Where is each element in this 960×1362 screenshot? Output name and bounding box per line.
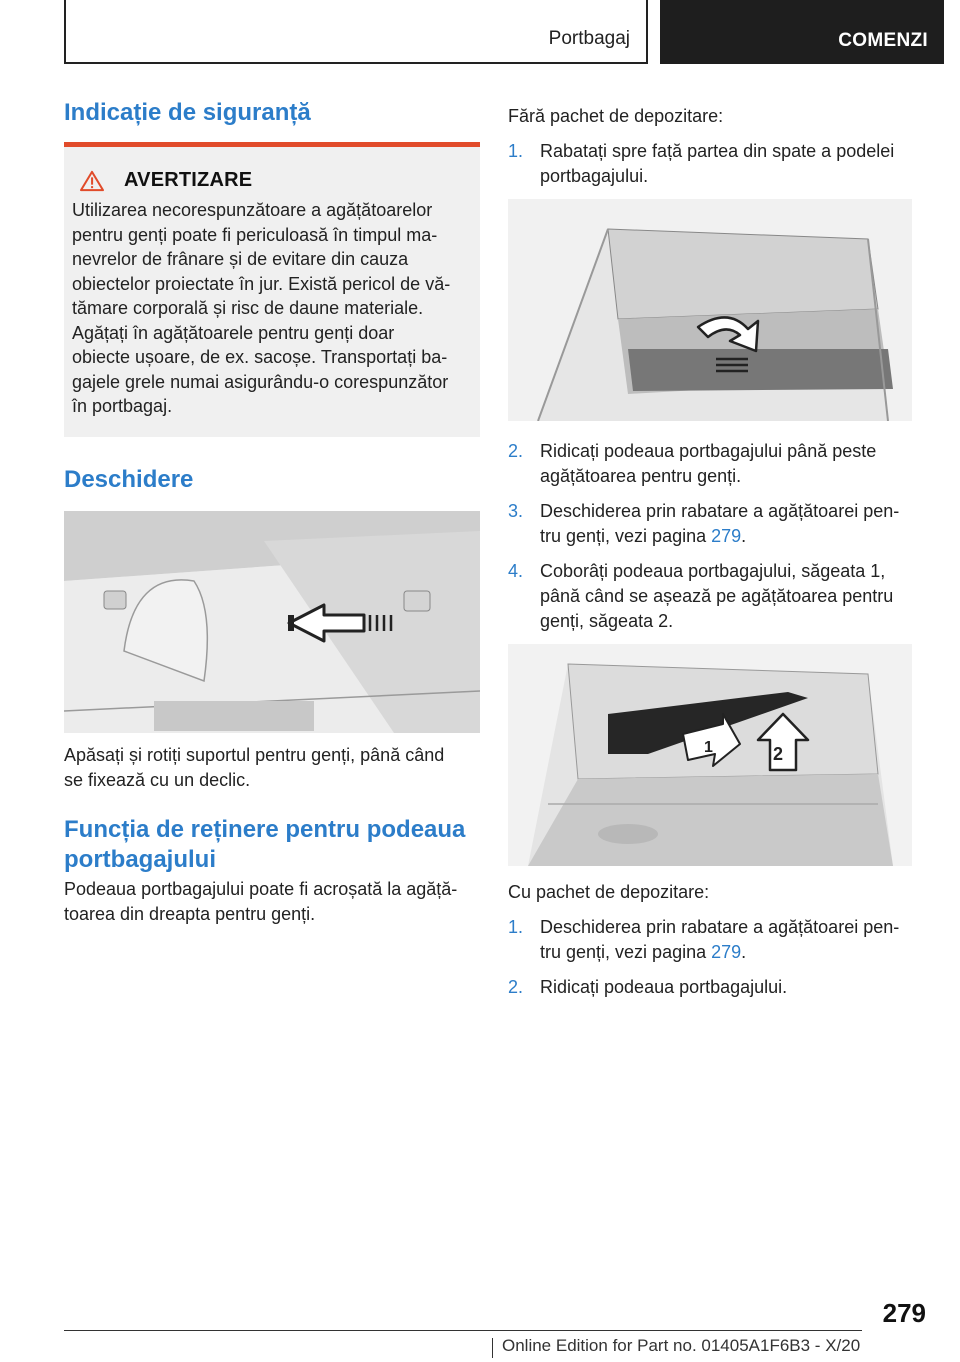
step-text: genți, săgeata 2.: [540, 611, 674, 631]
step-text: până când se așează pe agățătoarea pentru: [540, 586, 894, 606]
step-text: Ridicați podeaua portbagajului până peste: [540, 441, 877, 461]
warning-line: în portbagaj.: [72, 396, 173, 416]
warning-line: nevrelor de frânare și de evitare din cauza: [72, 249, 409, 269]
step-text: agățătoarea pentru genți.: [540, 466, 742, 486]
header-chapter-box: [660, 0, 944, 64]
step-item: [508, 915, 912, 965]
arrow-2-label: 2: [773, 744, 784, 764]
chapter-title: COMENZI: [838, 30, 928, 51]
step-number: 1.: [508, 141, 524, 161]
right-column: [508, 104, 912, 1010]
header-section-box: [64, 0, 648, 64]
warning-line: gajele grele numai asigurându-o corespunzător: [72, 371, 449, 392]
function-heading-line: Funcția de reținere pentru podeaua: [64, 815, 466, 843]
section-title: Portbagaj: [548, 28, 630, 49]
step-number: 3.: [508, 501, 524, 521]
steps-list-c: [508, 915, 912, 1000]
trunk-floor-fold-illustration: [508, 199, 912, 421]
step-text: Deschiderea prin rabatare a agățătoarei pen-: [540, 501, 900, 521]
bag-hook-illustration: [64, 511, 480, 733]
steps-list-a: [508, 139, 912, 189]
step-number: 2.: [508, 977, 524, 997]
left-column: [64, 98, 480, 927]
warning-box: [64, 147, 480, 437]
step-item: [508, 439, 912, 489]
footer-rule: [64, 1330, 862, 1331]
warning-line: tămare corporală și risc de daune materiale.: [72, 298, 424, 318]
page-reference-link[interactable]: 279: [711, 526, 742, 546]
safety-heading: Indicație de siguranță: [64, 99, 311, 126]
warning-line: obiecte ușoare, de ex. sacoșe. Transportați ba-: [72, 347, 448, 367]
edition-text: Online Edition for Part no. 01405A1F6B3 - X/20: [502, 1336, 861, 1355]
step-text: Deschiderea prin rabatare a agățătoarei pen-: [540, 917, 900, 937]
opening-heading: Deschidere: [64, 465, 194, 493]
warning-triangle-icon: [78, 170, 106, 192]
function-text-line: toarea din dreapta pentru genți.: [64, 903, 316, 924]
step-text: portbagajului.: [540, 166, 649, 186]
warning-text: [72, 198, 472, 419]
trunk-floor-hook-illustration: [508, 644, 912, 866]
step-number: 1.: [508, 917, 524, 937]
step-text: Coborâți podeaua portbagajului, săgeata 1,: [540, 561, 886, 581]
steps-list-b: [508, 439, 912, 634]
with-package-label: Cu pachet de depozitare:: [508, 882, 710, 902]
footer-divider: [492, 1338, 493, 1358]
step-text: .: [741, 942, 747, 962]
warning-line: obiectelor proiectate în jur. Există pericol de vă-: [72, 273, 451, 294]
function-heading-line: portbagajului: [64, 845, 216, 873]
warning-label: AVERTIZARE: [124, 169, 253, 191]
page-reference-link[interactable]: 279: [711, 942, 742, 962]
step-item: [508, 559, 912, 634]
step-number: 2.: [508, 441, 524, 461]
edition-footer: [502, 1336, 860, 1356]
without-package-label: Fără pachet de depozitare:: [508, 106, 724, 126]
opening-text-line: Apăsați și rotiți suportul pentru genți, până când: [64, 744, 445, 765]
warning-line: pentru genți poate fi periculoasă în timpul ma-: [72, 224, 438, 245]
step-text: .: [741, 526, 747, 546]
warning-line: Agățați în agățătoarele pentru genți doar: [72, 322, 395, 343]
step-text: Ridicați podeaua portbagajului.: [540, 977, 788, 997]
step-item: [508, 139, 912, 189]
arrow-1-label: 1: [704, 739, 713, 756]
step-item: [508, 975, 912, 1000]
opening-text-line: se fixează cu un declic.: [64, 769, 251, 790]
step-text: tru genți, vezi pagina: [540, 942, 712, 962]
warning-line: Utilizarea necorespunzătoare a agățătoarelor: [72, 200, 433, 220]
step-number: 4.: [508, 561, 524, 581]
step-text: tru genți, vezi pagina: [540, 526, 712, 546]
function-text-line: Podeaua portbagajului poate fi acroșată la agăță-: [64, 878, 458, 899]
step-text: Rabatați spre față partea din spate a podelei: [540, 141, 895, 161]
page-number: 279: [882, 1298, 926, 1328]
step-item: [508, 499, 912, 549]
